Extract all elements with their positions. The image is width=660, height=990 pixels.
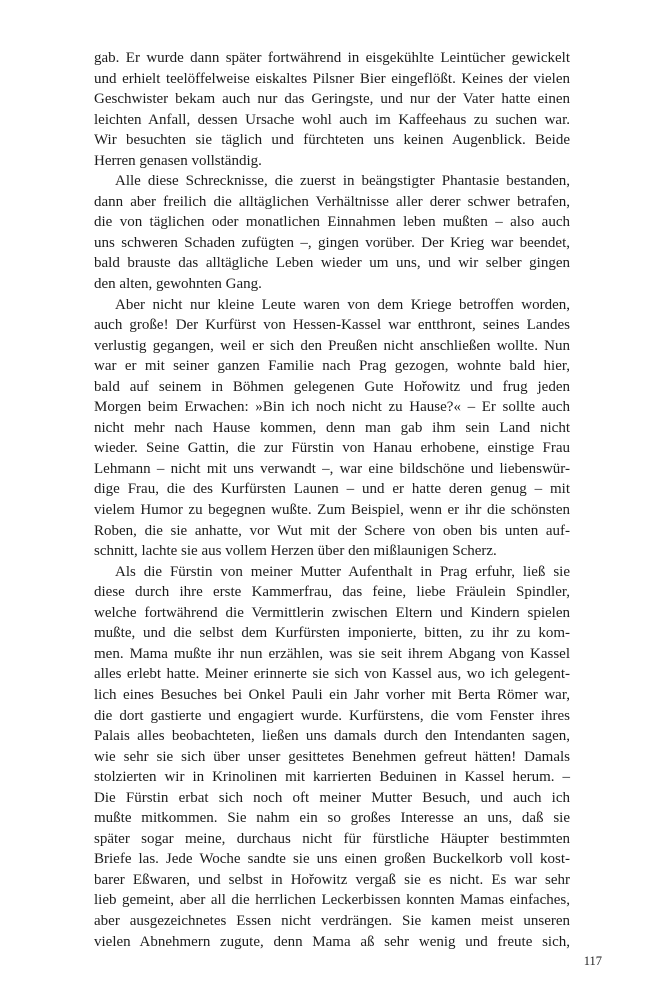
text-line: später sogar meine, durchaus nicht für fürstliche Häupter bestimmten (94, 830, 570, 847)
text-line: verlustig gegangen, weil er sich den Preußen nicht anschließen wollte. Nun (94, 337, 570, 354)
text-line: Briefe las. Jede Woche sandte sie uns einen großen Buckelkorb voll kost- (94, 851, 570, 868)
paragraph (94, 171, 570, 294)
paragraph (94, 562, 570, 952)
text-line: men. Mama mußte ihr nun erzählen, was sie seit ihrem Abgang von Kassel (94, 645, 570, 662)
text-line: Als die Fürstin von meiner Mutter Aufenthalt in Prag erfuhr, ließ sie (115, 563, 570, 580)
text-line: barer Eßwaren, und selbst in Hořowitz vergaß sie es nicht. Es war sehr (94, 871, 570, 888)
text-line: Aber nicht nur kleine Leute waren von dem Kriege betroffen worden, (115, 296, 570, 313)
text-line: aber ausgezeichnetes Essen nicht verdrängen. Sie kamen meist unseren (94, 912, 570, 929)
text-line: die dort gastierte und engagiert wurde. Kurfürstens, die vom Fenster ihres (94, 707, 570, 724)
text-line: gab. Er wurde dann später fortwährend in eisgekühlte Leintücher gewickelt (94, 50, 570, 66)
text-line: dann aber freilich die alltäglichen Verhältnisse aller derer schwer betrafen, (94, 193, 570, 210)
text-line: bald brauste das alltägliche Leben wieder um uns, und wir selber gingen (94, 255, 570, 272)
text-line: schnitt, lachte sie aus vollem Herzen über den mißlaunigen Scherz. (94, 543, 497, 560)
text-line: welche fortwährend die Vermittlerin zwischen Eltern und Kindern spielen (94, 604, 570, 621)
text-line: vielen Abnehmern zugute, denn Mama aß sehr wenig und freute sich, (94, 933, 570, 950)
text-line: Alle diese Schrecknisse, die zuerst in beängstigter Phantasie bestanden, (115, 173, 570, 190)
text-line: Morgen beim Erwachen: »Bin ich noch nicht zu Hause?« – Er sollte auch (94, 399, 570, 416)
text-line: lich eines Besuches bei Onkel Pauli ein Jahr vorher mit Berta Römer war, (94, 686, 570, 703)
text-line: Roben, die sie anhatte, vor Wut mit der Schere von oben bis unten auf- (94, 522, 570, 539)
text-line: Wir besuchten sie täglich und fürchteten uns keinen Augenblick. Beide (94, 132, 570, 149)
text-line: Palais alles beobachteten, ließen uns damals durch den Intendanten sagen, (94, 728, 570, 745)
text-line: stolzierten wir in Krinolinen mit karrierten Beduinen in Kassel herum. – (94, 769, 570, 786)
text-line: wieder. Seine Gattin, die zur Fürstin von Hanau erhobene, einstige Frau (94, 440, 570, 457)
text-line: den alten, gewohnten Gang. (94, 276, 262, 293)
text-line: wie sehr sie sich über unser gesittetes Benehmen gefreut hätten! Damals (94, 748, 570, 765)
paragraph (94, 48, 570, 171)
text-line: mußte mitkommen. Sie nahm ein so großes Interesse an uns, daß sie (94, 810, 570, 827)
text-line: Die Fürstin erbat sich noch oft meiner Mutter Besuch, und auch ich (94, 789, 570, 806)
text-line: diese durch ihre erste Kammerfrau, das feine, liebe Fräulein Spindler, (94, 584, 570, 601)
text-line: vielem Humor zu begegnen wußte. Zum Beispiel, wenn er ihr die schönsten (94, 502, 570, 519)
text-line: auch große! Der Kurfürst von Hessen-Kassel war entthront, seines Landes (94, 317, 570, 334)
text-line: und erhielt teelöffelweise eiskaltes Pilsner Bier eingeflößt. Keines der vielen (94, 70, 570, 87)
text-line: nicht mehr nach Hause kommen, denn man gab ihm sein Land nicht (94, 419, 570, 436)
text-line: leichten Anfall, dessen Ursache wohl auch im Kaffeehaus zu suchen war. (94, 111, 570, 128)
text-line: alles erlebt hatte. Meiner erinnerte sie sich von Kassel aus, wo ich gelegent- (94, 666, 570, 683)
text-line: dige Frau, die des Kurfürsten Launen – und er hatte deren genug – mit (94, 481, 570, 498)
text-line: Lehmann – nicht mit uns verwandt –, war eine bildschöne und liebenswür- (94, 460, 570, 477)
text-line: bald auf seinem in Böhmen gelegenen Gute Hořowitz und frug jeden (94, 378, 570, 395)
text-block (94, 48, 570, 952)
text-line: lieb gemeint, aber all die herrlichen Leckerbissen konnten Mamas einfaches, (94, 892, 570, 909)
text-line: Geschwister bekam auch nur das Geringste, und nur der Vater hatte einen (94, 91, 570, 108)
text-line: die von täglichen oder monatlichen Einnahmen leben mußten – also auch (94, 214, 570, 231)
page-number: 117 (583, 954, 602, 968)
text-line: war er mit seiner ganzen Familie nach Prag gezogen, wohnte bald hier, (94, 358, 570, 375)
text-line: uns schweren Schaden zufügten –, gingen vorüber. Der Krieg war beendet, (94, 234, 570, 251)
text-line: mußte, und die selbst dem Kurfürsten imponierte, bitten, zu ihr zu kom- (94, 625, 570, 642)
text-line: Herren genasen vollständig. (94, 152, 262, 169)
paragraph (94, 295, 570, 562)
